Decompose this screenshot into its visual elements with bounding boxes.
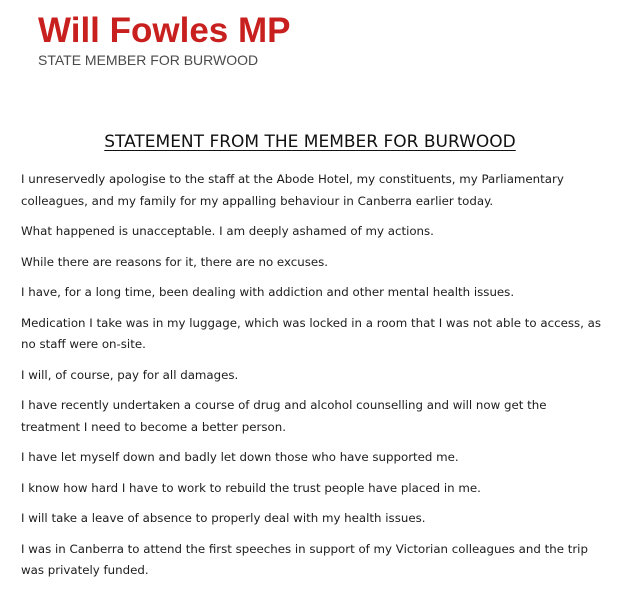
letterhead-subtitle: STATE MEMBER FOR BURWOOD (38, 52, 259, 68)
paragraph: I unreservedly apologise to the staff at the Abode Hotel, my constituents, my Parliamentary colleagues, and my family for my appalling behaviour in Canberra earlier today. (21, 172, 564, 208)
paragraph: Medication I take was in my luggage, which was locked in a room that I was not able to access, as no staff were on-site. (21, 315, 601, 351)
letterhead (38, 10, 291, 68)
paragraph: What happened is unacceptable. I am deeply ashamed of my actions. (21, 224, 434, 238)
paragraph: I was in Canberra to attend the first speeches in support of my Victorian colleagues and the trip was privately funded. (21, 541, 588, 577)
paragraph: While there are reasons for it, there are no excuses. (21, 254, 328, 269)
paragraph: I have let myself down and badly let down those who have supported me. (21, 450, 459, 464)
paragraph: I know how hard I have to work to rebuild the trust people have placed in me. (21, 480, 481, 495)
statement-body (21, 169, 606, 591)
statement-title: STATEMENT FROM THE MEMBER FOR BURWOOD (104, 132, 516, 152)
paragraph: I have recently undertaken a course of drug and alcohol counselling and will now get the treatment I need to become a better person. (21, 398, 547, 434)
paragraph: I will take a leave of absence to properly deal with my health issues. (21, 511, 426, 525)
paragraph: I will, of course, pay for all damages. (21, 367, 239, 382)
paragraph: I have, for a long time, been dealing with addiction and other mental health issues. (21, 285, 515, 299)
letterhead-name: Will Fowles MP (38, 11, 291, 50)
